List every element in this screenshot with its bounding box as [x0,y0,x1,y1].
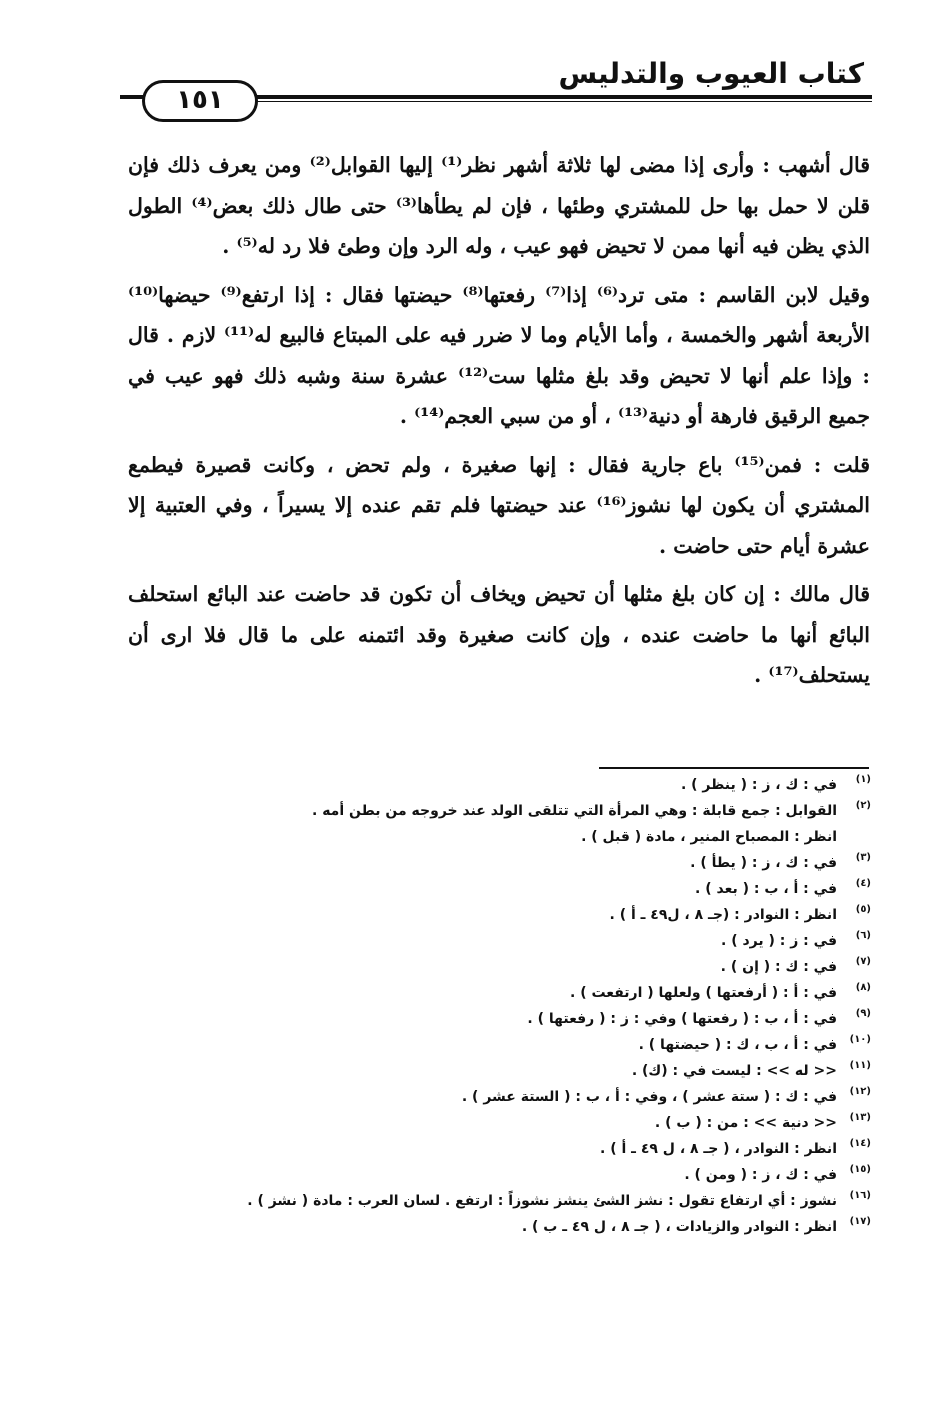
footnote-text: في : ك ، ز : ( يطأ ) . [690,855,837,871]
footnote-number: (١٠) [849,1034,871,1045]
footnote-text: انظر : المصباح المنير ، مادة ( قبل ) . [581,829,837,845]
footnote [131,824,871,850]
footnote-text: انظر : النوادر ، ( جـ ٨ ، ل ٤٩ ـ أ ) . [600,1141,837,1157]
footnote-text: << له >> : ليست في : (ك) . [631,1063,837,1079]
footnote-text: في : أ ، ب ، ك : ( حيضتها ) . [638,1037,837,1053]
footnote-number: (٨) [855,982,871,993]
page-number: ١٥١ [142,80,258,122]
footnote [131,1006,871,1032]
footnote-number: (١١) [849,1060,871,1071]
paragraph: قال مالك : إن كان بلغ مثلها أن تحيض ويخاف أن تكون قد حاضت عند البائع استحلف البائع أنها ما حاضت عنده ، وإن كانت صغيرة وقد ائتمنه على ما قال فلا ارى أن يستحلف⁽¹⁷⁾ . [128,582,870,687]
footnote-number: (٩) [855,1008,871,1019]
footnote-text: في : أ ، ب : ( رفعتها ) وفي : ز : ( رفعتها ) . [527,1011,837,1027]
footnote [131,1162,871,1188]
footnote [131,928,871,954]
footnote [131,1136,871,1162]
paragraph: وقيل لابن القاسم : متى ترد⁽⁶⁾ إذا⁽⁷⁾ رفعتها⁽⁸⁾ حيضتها فقال : إذا ارتفع⁽⁹⁾ حيضها⁽¹⁰⁾ الأربعة أشهر والخمسة ، وأما الأيام وما لا ضرر فيه على المبتاع فالبيع له⁽¹¹⁾ لازم . قال : وإذا علم أنها لا تحيض وقد بلغ مثلها ست⁽¹²⁾ عشرة سنة وشبه ذلك فهو عيب في جميع الرقيق فارهة أو دنية⁽¹³⁾ ، أو من سبي العجم⁽¹⁴⁾ . [128,282,870,428]
footnote-text: القوابل : جمع قابلة : وهي المرأة التي تتلقى الولد عند خروجه من بطن أمه . [312,803,837,819]
footnote [131,1214,871,1240]
footnote-number [837,824,871,850]
footnote-text: انظر : النوادر والزيادات ، ( جـ ٨ ، ل ٤٩ ـ ب ) . [521,1219,837,1235]
footnote-number: (٤) [855,878,871,889]
footnote [131,902,871,928]
footnote [131,1058,871,1084]
footnote-number: (١٥) [849,1164,871,1175]
footnote-text: في : ز : ( يرد ) . [721,933,837,949]
footnote-text: نشوز : أي ارتفاع تقول : نشز الشئ ينشز نشوزاً : ارتفع . لسان العرب : مادة ( نشز ) . [247,1193,837,1209]
footnote-text: في : ك ، ز : ( ومن ) . [684,1167,837,1183]
paragraph: قال أشهب : وأرى إذا مضى لها ثلاثة أشهر نظر⁽¹⁾ إليها القوابل⁽²⁾ ومن يعرف ذلك فإن قلن لا حمل بها حل للمشتري وطئها ، فإن لم يطأها⁽³⁾ حتى طال ذلك بعض⁽⁴⁾ الطول الذي يظن فيه أنها ممن لا تحيض فهو عيب ، وله الرد وإن وطئ فلا رد له⁽⁵⁾ . [128,153,871,258]
footnote [131,954,871,980]
footnotes [131,772,871,1240]
footnote [131,772,871,798]
footnote [131,1188,871,1214]
footnote [131,798,871,824]
header-rule-thin [230,101,872,102]
page-header [120,55,872,115]
footnote-text: في : ك : ( ستة عشر ) ، وفي : أ ، ب : ( الستة عشر ) . [461,1089,837,1105]
footnote-text: انظر : النوادر : (جـ ٨ ، ل٤٩ ـ أ ) . [609,907,837,923]
footnote [131,876,871,902]
footnote-number: (٧) [855,956,871,967]
footnote-text: << دنية >> : من : ( ب ) . [654,1115,837,1131]
footnote-number: (١٢) [849,1086,871,1097]
paragraph: قلت : فمن⁽¹⁵⁾ باع جارية فقال : إنها صغيرة ، ولم تحض ، وكانت قصيرة فيطمع المشتري أن يكون لها نشوز⁽¹⁶⁾ عند حيضتها فلم تقم عنده إلا يسيراً ، وفي العتبية إلا عشرة أيام حتى حاضت . [128,452,871,558]
footnote [131,850,871,876]
footnote-number: (٦) [855,930,871,941]
footnote-number: (١٤) [849,1138,871,1149]
footnote [131,1032,871,1058]
footnote [131,1110,871,1136]
footnote-number: (١) [855,774,871,785]
footnote-number: (٢) [855,800,871,811]
footnote-number: (٥) [855,904,871,915]
footnote-text: في : ك ، ز : ( ينظر ) . [680,777,837,793]
footnote-separator [599,767,869,769]
footnote-text: في : ك : ( إن ) . [720,959,837,975]
footnote-number: (١٣) [849,1112,871,1123]
main-text [128,145,870,704]
footnote-text: في : أ ، ب : ( بعد ) . [695,881,837,897]
footnote-number: (٣) [855,852,871,863]
footnote-number: (١٦) [849,1190,871,1201]
footnote [131,1084,871,1110]
footnote [131,980,871,1006]
footnote-text: في : أ : ( أرفعتها ) ولعلها ( ارتفعت ) . [570,985,837,1001]
footnote-number: (١٧) [849,1216,871,1227]
running-title: كتاب العيوب والتدليس [558,57,864,90]
